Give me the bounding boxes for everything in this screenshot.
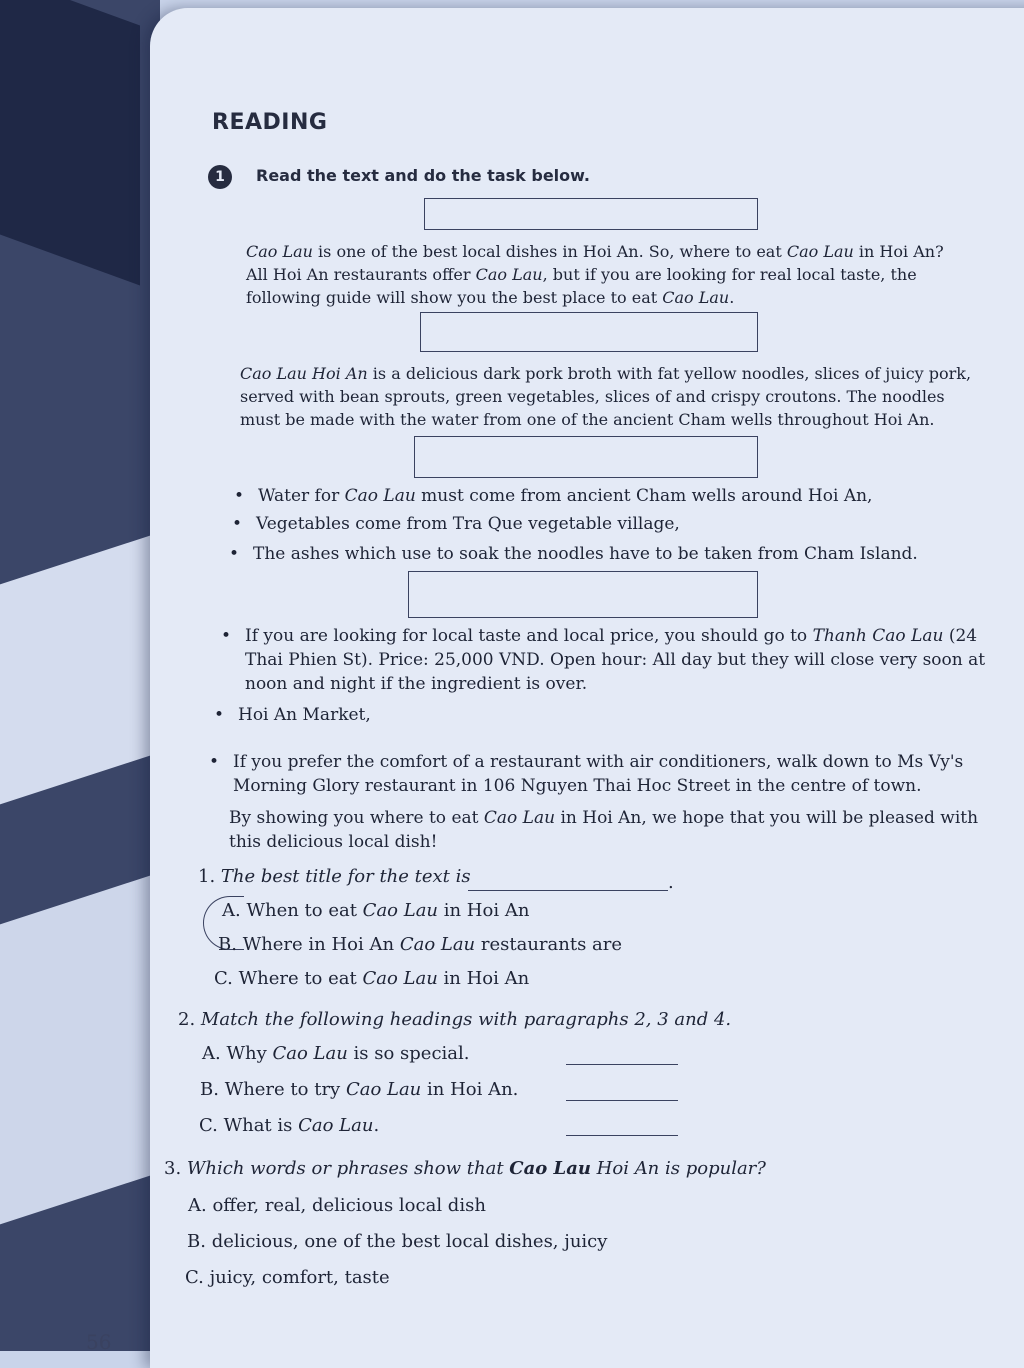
paragraph-1: Cao Lau is one of the best local dishes in Hoi An. So, where to eat Cao Lau in Hoi An? All Hoi An restaurants offer Cao Lau, but if you are looking for real local taste, the following guide will show you the best place to eat Cao Lau. [246,242,944,307]
answer-blank[interactable] [566,1135,678,1136]
q1-option-c[interactable]: C. Where to eat Cao Lau in Hoi An [214,968,530,989]
q3-option-b[interactable]: B. delicious, one of the best local dishes, juicy [187,1231,608,1252]
q3-option-c[interactable]: C. juicy, comfort, taste [185,1267,390,1288]
question-1: 1. The best title for the text is [198,866,471,887]
q2-option-a: A. Why Cao Lau is so special. [202,1043,470,1064]
page-number: 56 [86,1330,112,1354]
q1-period: . [668,872,674,893]
question-3: 3. Which words or phrases show that Cao Lau Hoi An is popular? [164,1158,766,1179]
q1-option-a[interactable]: A. When to eat Cao Lau in Hoi An [222,900,530,921]
list-item: • The ashes which use to soak the noodles have to be taken from Cham Island. [229,544,918,564]
section-heading: READING [212,110,328,135]
q1-option-b[interactable]: B. Where in Hoi An Cao Lau restaurants are [218,934,623,955]
answer-blank[interactable] [566,1064,678,1065]
task-instruction: Read the text and do the task below. [256,166,590,185]
q2-option-b: B. Where to try Cao Lau in Hoi An. [200,1079,519,1100]
list-item: • If you prefer the comfort of a restaurant with air conditioners, walk down to Ms Vy's Morning Glory restaurant in 106 Nguyen Thai Hoc Street in the centre of town. [209,752,964,796]
answer-blank[interactable] [468,890,668,891]
paragraph-2: Cao Lau Hoi An is a delicious dark pork broth with fat yellow noodles, slices of juicy pork, served with bean sprouts, green vegetables, slices of and crispy croutons. The noodles must be made with the water from one of the ancient Cham wells throughout Hoi An. [240,364,972,429]
heading-box-2[interactable] [420,312,758,352]
q3-option-a[interactable]: A. offer, real, delicious local dish [188,1195,486,1216]
background-stripe [0,876,150,1225]
task-number-badge: 1 [208,165,232,189]
heading-box-1[interactable] [424,198,758,230]
list-item: • Hoi An Market, [214,705,371,725]
heading-box-3[interactable] [414,436,758,478]
q2-option-c: C. What is Cao Lau. [199,1115,380,1136]
heading-box-4[interactable] [408,571,758,618]
list-item: • If you are looking for local taste and local price, you should go to Thanh Cao Lau (24 Thai Phien St). Price: 25,000 VND. Open hour: All day but they will close very soon at noon and night if the ingredient is over. [221,626,986,694]
list-item: • Water for Cao Lau must come from ancient Cham wells around Hoi An, [234,486,873,506]
list-item: • Vegetables come from Tra Que vegetable village, [232,514,680,534]
answer-blank[interactable] [566,1100,678,1101]
closing-paragraph: By showing you where to eat Cao Lau in Hoi An, we hope that you will be pleased with this delicious local dish! [229,808,979,852]
question-2: 2. Match the following headings with paragraphs 2, 3 and 4. [178,1009,732,1030]
